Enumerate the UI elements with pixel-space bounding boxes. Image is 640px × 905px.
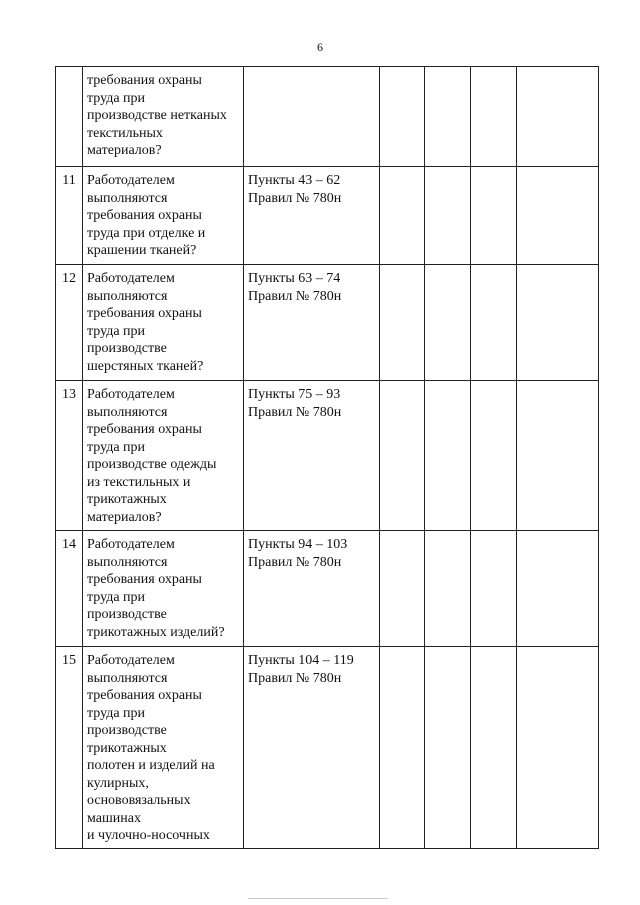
notes-cell[interactable] (517, 647, 599, 849)
reference-cell: Пункты 75 – 93 Правил № 780н (244, 381, 380, 531)
reference-cell (244, 67, 380, 167)
answer-yes-cell[interactable] (380, 381, 425, 531)
answer-yes-cell[interactable] (380, 531, 425, 647)
notes-cell[interactable] (517, 167, 599, 265)
row-number: 15 (56, 647, 83, 849)
answer-yes-cell[interactable] (380, 67, 425, 167)
question-cell: Работодателем выполняются требования охраны труда при отделке и крашении тканей? (83, 167, 244, 265)
scan-artifact-line (248, 898, 388, 899)
answer-yes-cell[interactable] (380, 265, 425, 381)
reference-cell: Пункты 104 – 119 Правил № 780н (244, 647, 380, 849)
row-number: 13 (56, 381, 83, 531)
answer-na-cell[interactable] (471, 647, 517, 849)
answer-na-cell[interactable] (471, 265, 517, 381)
answer-yes-cell[interactable] (380, 647, 425, 849)
question-cell: Работодателем выполняются требования охраны труда при производстве одежды из текстильных и трикотажных материалов? (83, 381, 244, 531)
reference-cell: Пункты 43 – 62 Правил № 780н (244, 167, 380, 265)
row-number: 14 (56, 531, 83, 647)
reference-cell: Пункты 63 – 74 Правил № 780н (244, 265, 380, 381)
answer-no-cell[interactable] (425, 381, 471, 531)
page-number: 6 (317, 40, 323, 54)
row-number (56, 67, 83, 167)
table-row (56, 381, 599, 531)
answer-no-cell[interactable] (425, 531, 471, 647)
table-row (56, 647, 599, 849)
table-row (56, 531, 599, 647)
question-cell: Работодателем выполняются требования охраны труда при производстве трикотажных полотен и изделий на кулирных, основовязальных машинах и чулочно-носочных (83, 647, 244, 849)
table-row (56, 167, 599, 265)
table-row (56, 265, 599, 381)
checklist-table (55, 66, 599, 849)
answer-no-cell[interactable] (425, 647, 471, 849)
question-cell: Работодателем выполняются требования охраны труда при производстве шерстяных тканей? (83, 265, 244, 381)
row-number: 11 (56, 167, 83, 265)
question-cell: Работодателем выполняются требования охраны труда при производстве трикотажных изделий? (83, 531, 244, 647)
answer-na-cell[interactable] (471, 167, 517, 265)
reference-cell: Пункты 94 – 103 Правил № 780н (244, 531, 380, 647)
answer-no-cell[interactable] (425, 265, 471, 381)
answer-no-cell[interactable] (425, 67, 471, 167)
answer-na-cell[interactable] (471, 381, 517, 531)
row-number: 12 (56, 265, 83, 381)
notes-cell[interactable] (517, 381, 599, 531)
notes-cell[interactable] (517, 67, 599, 167)
table-row (56, 67, 599, 167)
notes-cell[interactable] (517, 265, 599, 381)
answer-no-cell[interactable] (425, 167, 471, 265)
answer-yes-cell[interactable] (380, 167, 425, 265)
notes-cell[interactable] (517, 531, 599, 647)
answer-na-cell[interactable] (471, 531, 517, 647)
question-cell: требования охраны труда при производстве нетканых текстильных материалов? (83, 67, 244, 167)
answer-na-cell[interactable] (471, 67, 517, 167)
